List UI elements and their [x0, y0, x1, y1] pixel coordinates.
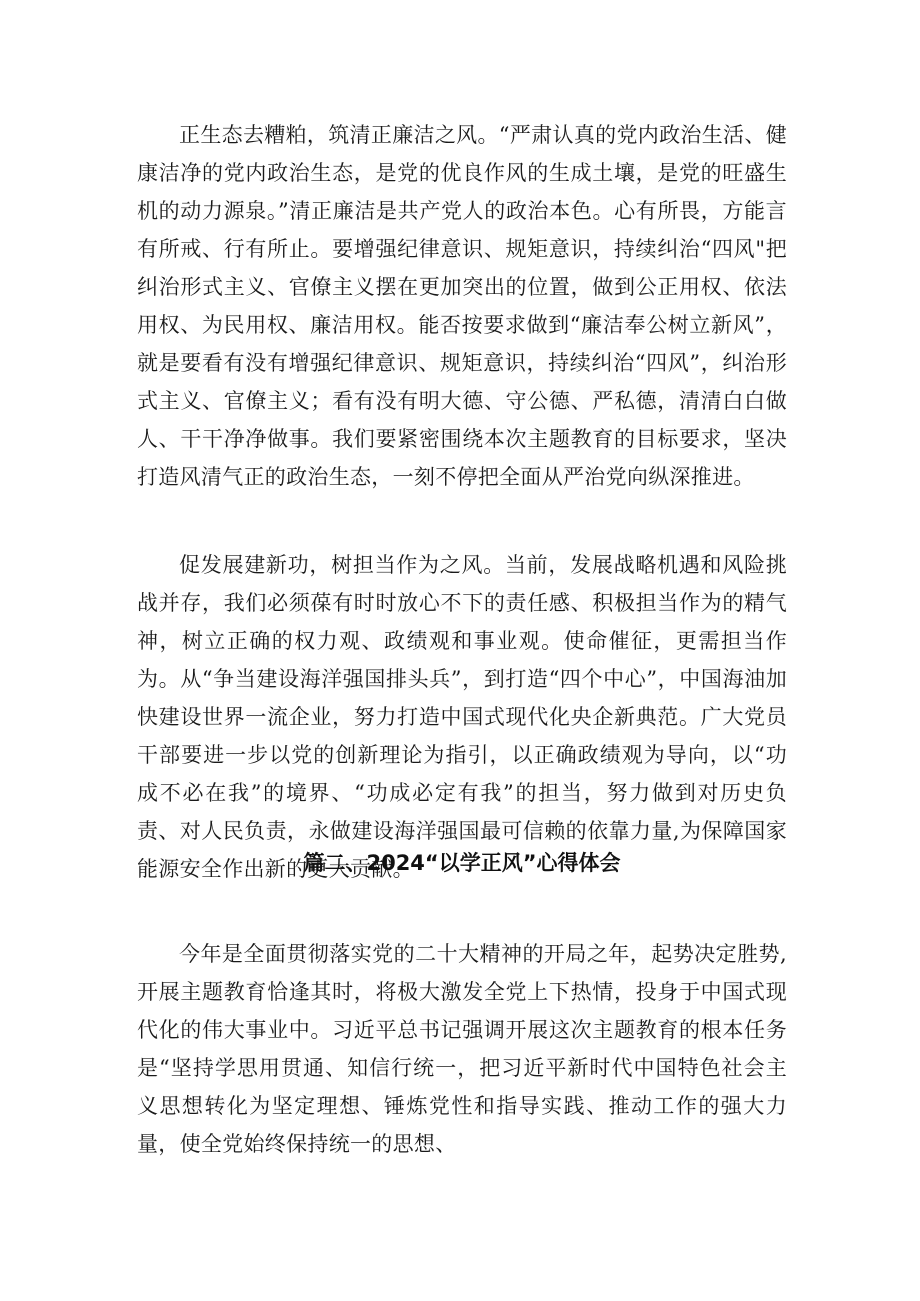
section-title: 篇二、2024“以学正风”心得体会 [303, 851, 621, 875]
body-paragraph-3-container [137, 935, 787, 1270]
body-paragraph-2: 促发展建新功，树担当作为之风。当前，发展战略机遇和风险挑战并存，我们必须葆有时时放心不下的责任感、积极担当作为的精气神，树立正确的权力观、政绩观和事业观。使命催征，更需担当作为。从“争当建设海洋强国排头兵”，到打造“四个中心”，中国海油加快建设世界一流企业，努力打造中国式现代化央企新典范。广大党员干部要进一步以党的创新理论为指引，以正确政绩观为导向，以“功成不必在我”的境界、“功成必定有我”的担当，努力做到对历史负责、对人民负责，永做建设海洋强国最可信赖的依靠力量,为保障国家能源安全作出新的更大贡献。 [137, 553, 787, 881]
body-paragraph-1: 正生态去糟粕，筑清正廉洁之风。“严肃认真的党内政治生活、健康洁净的党内政治生态，是党的优良作风的生成土壤，是党的旺盛生机的动力源泉。”清正廉洁是共产党人的政治本色。心有所畏，方能言有所戒、行有所止。要增强纪律意识、规矩意识，持续纠治“四风"把纠治形式主义、官僚主义摆在更加突出的位置，做到公正用权、依法用权、为民用权、廉洁用权。能否按要求做到“廉洁奉公树立新风”，就是要看有没有增强纪律意识、规矩意识，持续纠治“四风”，纠治形式主义、官僚主义；看有没有明大德、守公德、严私德，清清白白做人、干干净净做事。我们要紧密围绕本次主题教育的目标要求，坚决打造风清气正的政治生态，一刻不停把全面从严治党向纵深推进。 [137, 123, 787, 489]
body-paragraph-3: 今年是全面贯彻落实党的二十大精神的开局之年，起势决定胜势,开展主题教育恰逢其时，将极大激发全党上下热情，投身于中国式现代化的伟大事业中。习近平总书记强调开展这次主题教育的根本任务是“坚持学思用贯通、知信行统一，把习近平新时代中国特色社会主义思想转化为坚定理想、锤炼党性和指导实践、推动工作的强大力量，使全党始终保持统一的思想、 [137, 942, 787, 1156]
